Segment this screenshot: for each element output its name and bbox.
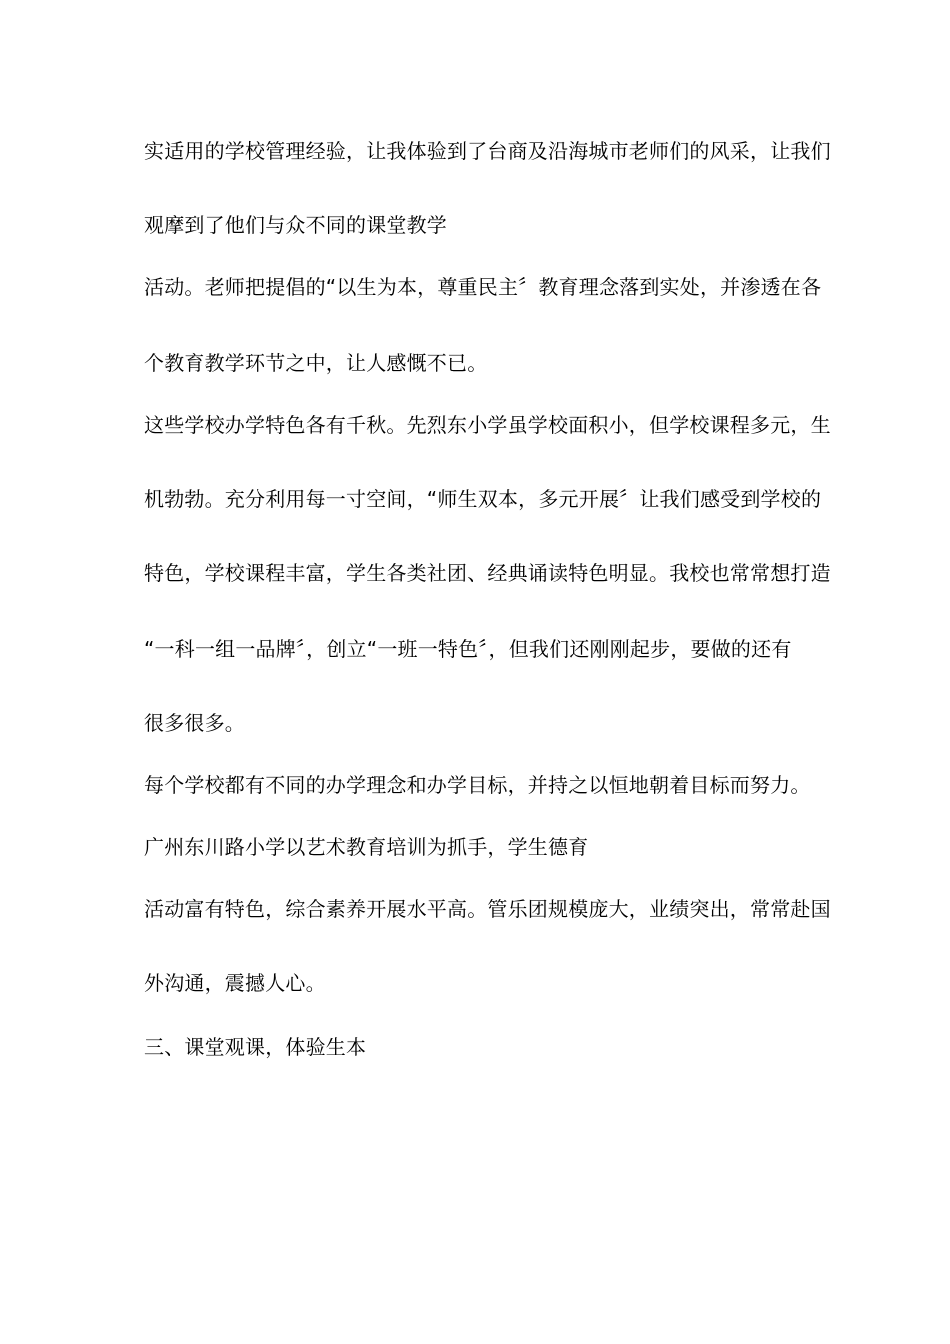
text-line-1: 实适用的学校管理经验，让我体验到了台商及沿海城市老师们的风采，让我们 bbox=[144, 139, 831, 163]
text-line-12: 活动富有特色，综合素养开展水平高。管乐团规模庞大，业绩突出，常常赴国 bbox=[144, 897, 831, 921]
text-line-4: 个教育教学环节之中，让人感慨不已。 bbox=[144, 351, 488, 375]
text-line-8: “一科一组一品牌〞，创立“一班一特色〞，但我们还刚刚起步，要做的还有 bbox=[144, 637, 792, 661]
text-line-6: 机勃勃。充分利用每一寸空间，“师生双本，多元开展〞让我们感受到学校的 bbox=[144, 487, 822, 511]
text-line-10: 每个学校都有不同的办学理念和办学目标，并持之以恒地朝着目标而努力。 bbox=[144, 773, 811, 797]
section-heading: 三、课堂观课，体验生本 bbox=[144, 1035, 367, 1059]
text-line-2: 观摩到了他们与众不同的课堂教学 bbox=[144, 213, 447, 237]
text-line-9: 很多很多。 bbox=[144, 711, 245, 735]
text-line-5: 这些学校办学特色各有千秋。先烈东小学虽学校面积小，但学校课程多元，生 bbox=[144, 413, 831, 437]
text-line-13: 外沟通，震撼人心。 bbox=[144, 971, 326, 995]
text-line-7: 特色，学校课程丰富，学生各类社团、经典诵读特色明显。我校也常常想打造 bbox=[144, 561, 831, 585]
text-line-11: 广州东川路小学以艺术教育培训为抓手，学生德育 bbox=[144, 835, 589, 859]
text-line-3: 活动。老师把提倡的“以生为本，尊重民主〞教育理念落到实处，并渗透在各 bbox=[144, 275, 822, 299]
